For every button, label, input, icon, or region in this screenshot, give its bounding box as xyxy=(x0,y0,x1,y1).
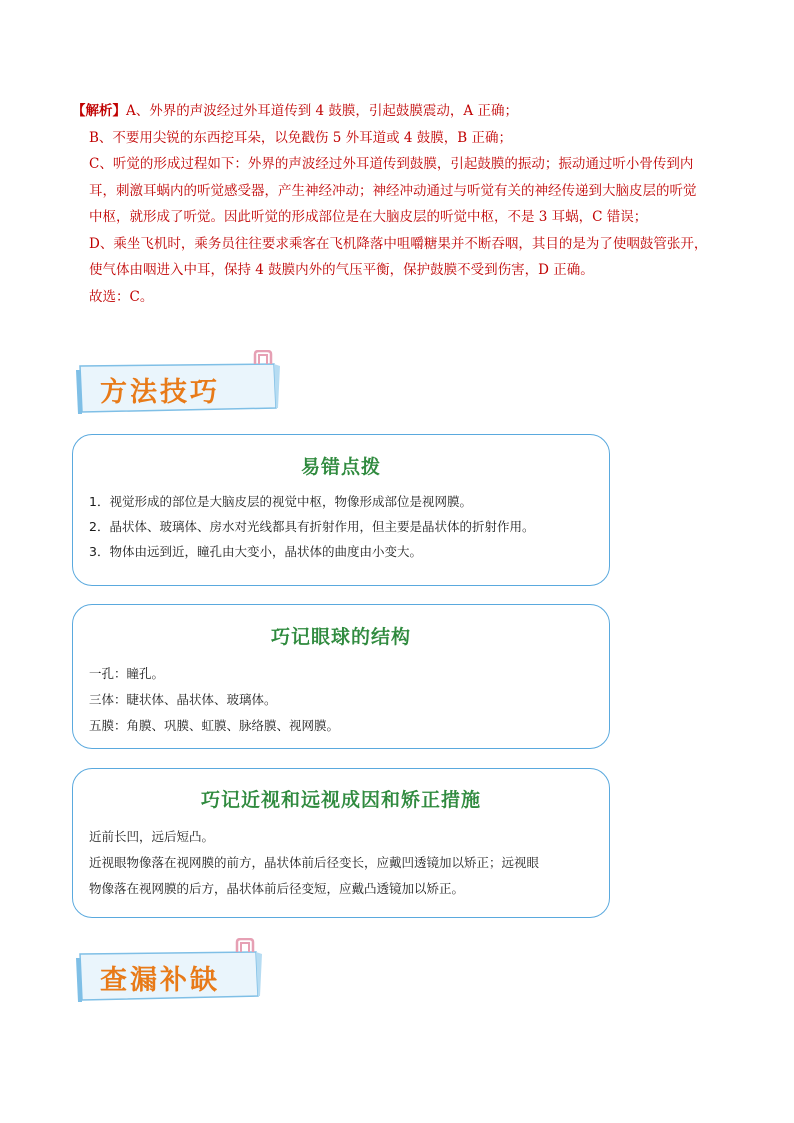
card-line: 3．物体由远到近，瞳孔由大变小，晶状体的曲度由小变大。 xyxy=(89,544,422,559)
card-eye-structure xyxy=(72,604,610,749)
analysis-section xyxy=(72,98,732,310)
card-line: 近视眼物像落在视网膜的前方，晶状体前后径变长，应戴凹透镜加以矫正；远视眼 xyxy=(89,855,540,870)
card-line: 一孔：瞳孔。 xyxy=(89,666,165,681)
analysis-line-7: 使气体由咽进入中耳，保持 4 鼓膜内外的气压平衡，保护鼓膜不受到伤害，D 正确。 xyxy=(89,262,594,278)
card-line: 1．视觉形成的部位是大脑皮层的视觉中枢，物像形成部位是视网膜。 xyxy=(89,494,472,509)
analysis-tag: 【解析】 xyxy=(72,103,126,119)
card-line: 物像落在视网膜的后方，晶状体前后径变短，应戴凸透镜加以矫正。 xyxy=(89,881,465,896)
analysis-line-3: C、听觉的形成过程如下：外界的声波经过外耳道传到鼓膜，引起鼓膜的振动；振动通过听小骨传到内 xyxy=(89,156,694,172)
review-title: 查漏补缺 xyxy=(100,965,220,996)
methods-title: 方法技巧 xyxy=(100,377,220,408)
paper-clip-icon xyxy=(234,938,256,956)
card-line: 2．晶状体、玻璃体、房水对光线都具有折射作用，但主要是晶状体的折射作用。 xyxy=(89,519,535,534)
card-body xyxy=(89,824,609,902)
paper-clip-icon xyxy=(252,350,274,368)
analysis-text-a: A、外界的声波经过外耳道传到 4 鼓膜，引起鼓膜震动，A 正确； xyxy=(126,103,518,119)
card-body xyxy=(89,661,609,739)
card-line: 五膜：角膜、巩膜、虹膜、脉络膜、视网膜。 xyxy=(89,718,340,733)
analysis-line-2: B、不要用尖锐的东西挖耳朵，以免戳伤 5 外耳道或 4 鼓膜，B 正确； xyxy=(89,129,512,146)
card-myopia-hyperopia xyxy=(72,768,610,918)
methods-banner xyxy=(76,360,280,414)
analysis-line-4: 耳，刺激耳蜗内的听觉感受器，产生神经冲动；神经冲动通过与听觉有关的神经传递到大脑皮层的听觉 xyxy=(89,182,697,199)
card-title: 巧记近视和远视成因和矫正措施 xyxy=(200,789,481,811)
card-line: 近前长凹，远后短凸。 xyxy=(89,829,215,844)
card-title: 易错点拨 xyxy=(300,456,381,478)
analysis-answer: 故选：C。 xyxy=(89,288,154,305)
analysis-line-6: D、乘坐飞机时，乘务员往往要求乘客在飞机降落中咀嚼糖果并不断吞咽，其目的是为了使咽鼓管张开， xyxy=(89,235,708,252)
card-line: 三体：睫状体、晶状体、玻璃体。 xyxy=(89,692,277,707)
analysis-line-1 xyxy=(72,98,732,125)
analysis-line-5: 中枢，就形成了听觉。因此听觉的形成部位是在大脑皮层的听觉中枢，不是 3 耳蜗，C 错误； xyxy=(89,209,648,225)
card-common-mistakes xyxy=(72,434,610,586)
card-title: 巧记眼球的结构 xyxy=(270,626,411,648)
review-banner xyxy=(76,948,262,1002)
card-body xyxy=(89,489,609,564)
